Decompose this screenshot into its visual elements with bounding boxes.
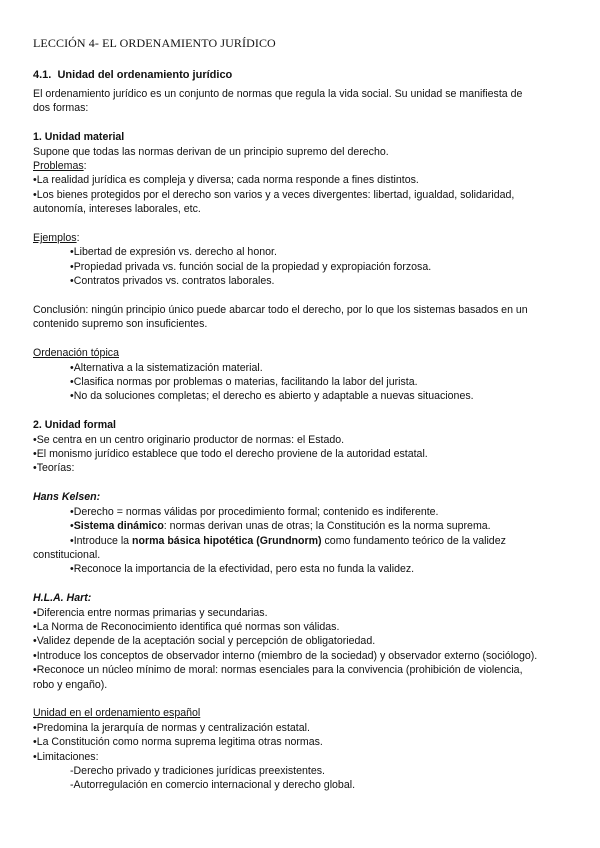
item-text: : normas derivan unas de otras; la Constitución es la norma suprema. — [163, 520, 491, 533]
document-body — [33, 87, 578, 793]
conclusion-line: contenido supremo son insuficientes. — [33, 318, 208, 331]
spain-item: •Predomina la jerarquía de normas y centralización estatal. — [33, 721, 310, 734]
section-heading — [33, 69, 232, 81]
example-item: •Contratos privados vs. contratos laborales. — [70, 275, 275, 288]
problems-label-line: Problemas: — [33, 160, 87, 173]
problems-label: Problemas — [33, 160, 84, 173]
kelsen-item: •Reconoce la importancia de la efectividad, pero esta no funda la validez. — [70, 563, 415, 576]
hart-item: •Reconoce un núcleo mínimo de moral: normas esenciales para la convivencia (prohibición de violencia, — [33, 664, 523, 677]
spain-limit: -Autorregulación en comercio internacional y derecho global. — [70, 779, 356, 792]
kelsen-heading: Hans Kelsen: — [33, 491, 101, 504]
spain-limit: -Derecho privado y tradiciones jurídicas preexistentes. — [70, 764, 325, 777]
problem-item: •La realidad jurídica es compleja y diversa; cada norma responde a fines distintos. — [33, 174, 419, 187]
formal-item: •Se centra en un centro originario productor de normas: el Estado. — [33, 433, 345, 446]
kelsen-item-cont: constitucional. — [33, 548, 101, 561]
intro-line: dos formas: — [33, 102, 89, 115]
kelsen-item — [33, 519, 578, 533]
kelsen-item — [33, 534, 578, 548]
examples-label: Ejemplos — [33, 232, 77, 245]
topica-item: •Clasifica normas por problemas o materias, facilitando la labor del jurista. — [70, 376, 418, 389]
hart-item: •Diferencia entre normas primarias y secundarias. — [33, 606, 268, 619]
bullet: • — [70, 520, 74, 533]
hart-heading: H.L.A. Hart: — [33, 592, 92, 605]
bold-term: norma básica hipotética (Grundnorm) — [132, 534, 322, 547]
examples-label-line: Ejemplos: — [33, 232, 80, 245]
lesson-title: LECCIÓN 4- EL ORDENAMIENTO JURÍDICO — [33, 36, 276, 50]
formal-item: •Teorías: — [33, 462, 75, 475]
example-item: •Libertad de expresión vs. derecho al honor. — [70, 246, 277, 259]
topica-item: •Alternativa a la sistematización material. — [70, 361, 263, 374]
item-text: como fundamento teórico de la validez — [321, 534, 506, 547]
problem-item: autonomía, intereses laborales, etc. — [33, 203, 201, 216]
conclusion-line: Conclusión: ningún principio único puede abarcar todo el derecho, por lo que los sistemas basados en un — [33, 304, 528, 317]
topica-item: •No da soluciones completas; el derecho es abierto y adaptable a nuevas situaciones. — [70, 390, 474, 403]
hart-item: •La Norma de Reconocimiento identifica qué normas son válidas. — [33, 620, 340, 633]
section-number: 4.1. — [33, 69, 52, 81]
spain-item: •La Constitución como norma suprema legitima otras normas. — [33, 736, 323, 749]
formal-item: •El monismo jurídico establece que todo el derecho proviene de la autoridad estatal. — [33, 448, 428, 461]
item-text: •Introduce la — [70, 534, 133, 547]
hart-item: robo y engaño). — [33, 678, 108, 691]
bold-term: Sistema dinámico — [73, 520, 164, 533]
section-title: Unidad del ordenamiento jurídico — [57, 69, 233, 81]
topica-label: Ordenación tópica — [33, 347, 119, 360]
kelsen-item: •Derecho = normas válidas por procedimiento formal; contenido es indiferente. — [70, 505, 439, 518]
problem-item: •Los bienes protegidos por el derecho son varios y a veces divergentes: libertad, igualdad, solidaridad, — [33, 188, 515, 201]
formal-heading: 2. Unidad formal — [33, 419, 116, 432]
intro-line: El ordenamiento jurídico es un conjunto de normas que regula la vida social. Su unidad se manifiesta de — [33, 88, 523, 100]
example-item: •Propiedad privada vs. función social de la propiedad y expropiación forzosa. — [70, 260, 432, 273]
hart-item: •Validez depende de la aceptación social y percepción de obligatoriedad. — [33, 635, 376, 648]
hart-item: •Introduce los conceptos de observador interno (miembro de la sociedad) y observador externo (sociólogo). — [33, 649, 538, 662]
material-desc: Supone que todas las normas derivan de un principio supremo del derecho. — [33, 145, 389, 158]
spain-label: Unidad en el ordenamiento español — [33, 707, 201, 720]
spain-item: •Limitaciones: — [33, 750, 99, 763]
material-heading: 1. Unidad material — [33, 131, 125, 144]
